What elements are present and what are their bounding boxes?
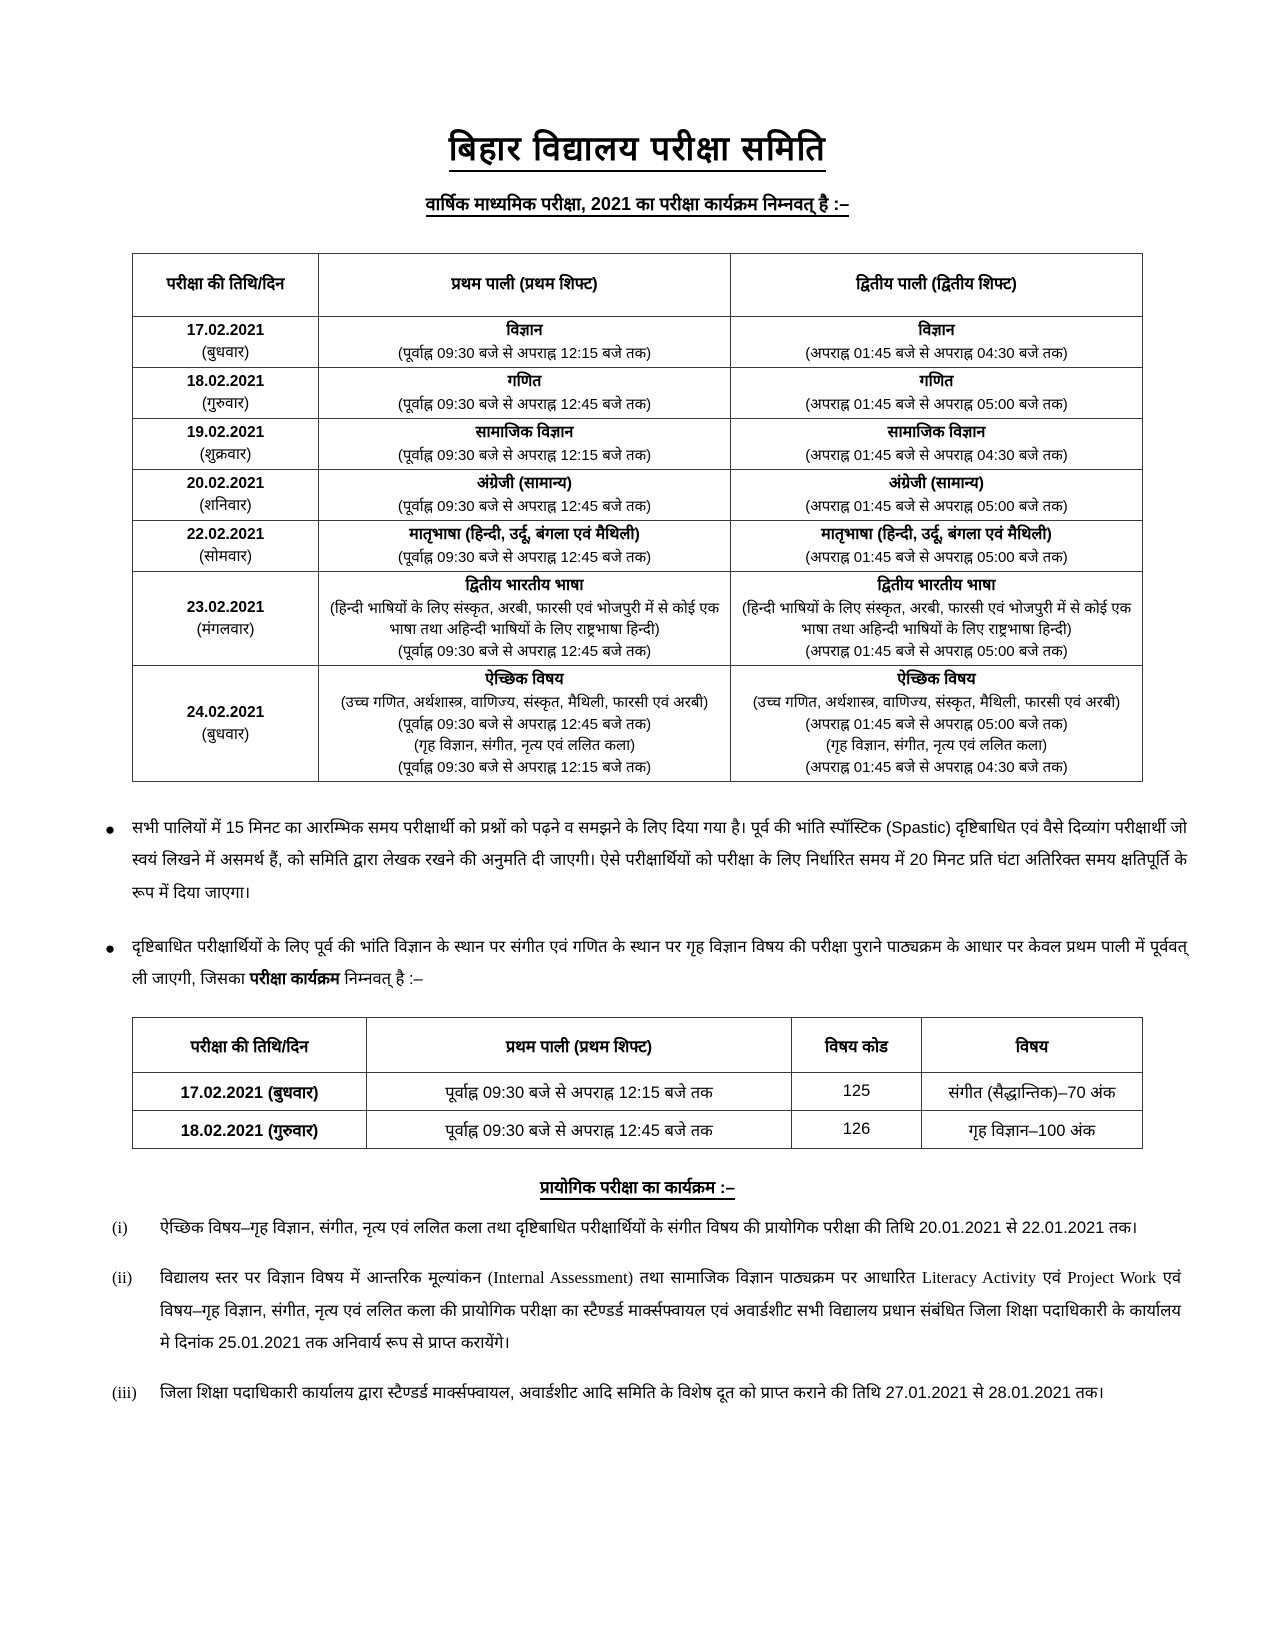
column-header-date: परीक्षा की तिथि/दिन xyxy=(133,1018,367,1073)
exam-time-secondary: (अपराह्न 01:45 बजे से अपराह्न 04:30 बजे तक) xyxy=(805,759,1068,776)
exam-date: 23.02.2021 xyxy=(186,598,265,616)
bullet-icon: ● xyxy=(104,938,116,958)
exam-time: (अपराह्न 01:45 बजे से अपराह्न 05:00 बजे तक) xyxy=(805,395,1068,413)
column-header-shift2: द्वितीय पाली (द्वितीय शिफ्ट) xyxy=(731,253,1143,316)
page-title-text: बिहार विद्यालय परीक्षा समिति xyxy=(449,130,827,172)
exam-day: (बुधवार) xyxy=(201,725,250,743)
note-item xyxy=(88,812,1187,909)
subject-name: मातृभाषा (हिन्दी, उर्दू, बंगला एवं मैथिली) xyxy=(409,525,640,543)
subject-name: मातृभाषा (हिन्दी, उर्दू, बंगला एवं मैथिली) xyxy=(821,525,1052,543)
exam-date: 24.02.2021 xyxy=(186,703,265,721)
blind-candidates-schedule-table xyxy=(132,1017,1143,1149)
subject-name: सामाजिक विज्ञान xyxy=(475,423,574,441)
exam-date: 22.02.2021 xyxy=(186,525,265,543)
cell-shift1 xyxy=(319,666,731,782)
list-item xyxy=(88,1377,1187,1409)
exam-time-secondary: (पूर्वाह्न 09:30 बजे से अपराह्न 12:15 बजे तक) xyxy=(397,759,652,776)
exam-day: (शुक्रवार) xyxy=(199,445,252,463)
page-subtitle-text: वार्षिक माध्यमिक परीक्षा, 2021 का परीक्षा कार्यक्रम निम्नवत् है :– xyxy=(426,194,850,217)
cell-shift1 xyxy=(319,520,731,571)
page-title xyxy=(88,0,1187,171)
cell-shift2 xyxy=(731,666,1143,782)
subject-name: अंग्रेजी (सामान्य) xyxy=(888,474,985,492)
table-header-row xyxy=(133,253,1143,316)
list-item-text xyxy=(160,1262,1187,1359)
exam-date: 19.02.2021 xyxy=(186,423,265,441)
cell-shift2 xyxy=(731,469,1143,520)
text-part2: तथा सामाजिक विज्ञान पाठ्यक्रम पर आधारित xyxy=(633,1269,922,1288)
cell-date xyxy=(133,316,319,367)
subject-detail: (उच्च गणित, अर्थशास्त्र, वाणिज्य, संस्कृत, मैथिली, फारसी एवं अरबी) xyxy=(752,694,1121,712)
notes-section xyxy=(88,812,1187,995)
cell-shift2 xyxy=(731,367,1143,418)
table-row xyxy=(133,418,1143,469)
exam-time: (अपराह्न 01:45 बजे से अपराह्न 05:00 बजे तक) xyxy=(805,548,1068,566)
subject-name: विज्ञान xyxy=(506,321,543,339)
exam-time: (पूर्वाह्न 09:30 बजे से अपराह्न 12:45 बजे तक) xyxy=(397,395,652,413)
subject-detail: (हिन्दी भाषियों के लिए संस्कृत, अरबी, फारसी एवं भोजपुरी में से कोई एक भाषा तथा अहिन्दी भाषियों के लिए राष्ट्रभाषा हिन्दी) xyxy=(741,599,1132,639)
note-text xyxy=(132,931,1187,995)
column-header-shift1: प्रथम पाली (प्रथम शिफ्ट) xyxy=(319,253,731,316)
column-header-subject: विषय xyxy=(922,1018,1143,1073)
exam-day: (सोमवार) xyxy=(198,547,253,565)
table-row xyxy=(133,316,1143,367)
column-header-shift1: प्रथम पाली (प्रथम शिफ्ट) xyxy=(367,1018,792,1073)
exam-time: (पूर्वाह्न 09:30 बजे से अपराह्न 12:45 बजे तक) xyxy=(397,548,652,566)
subject-name: अंग्रेजी (सामान्य) xyxy=(476,474,573,492)
exam-time: (अपराह्न 01:45 बजे से अपराह्न 04:30 बजे तक) xyxy=(805,446,1068,464)
text-part1: विद्यालय स्तर पर विज्ञान विषय में आन्तरिक मूल्यांकन xyxy=(160,1269,488,1288)
exam-date: 18.02.2021 xyxy=(186,372,265,390)
bullet-icon: ● xyxy=(104,820,116,840)
text-part3: एवं xyxy=(1036,1269,1068,1288)
cell-date xyxy=(133,571,319,666)
cell-date xyxy=(133,367,319,418)
page-subtitle xyxy=(88,171,1187,216)
text-part4: एवं विषय–गृह विज्ञान, संगीत, नृत्य एवं ललित कला की प्रायोगिक परीक्षा का स्टैण्डर्ड मार्क्सफ्वायल एवं अवार्डशीट सभी विद्यालय प्रधान संबंधित जिला शिक्षा पदाधिकारी के कार्यालय मे दिनांक 25.01.2021 तक अनिवार्य रूप से प्राप्त करायेंगे। xyxy=(160,1269,1181,1352)
exam-time: (अपराह्न 01:45 बजे से अपराह्न 05:00 बजे तक) xyxy=(805,715,1068,733)
cell-shift1 xyxy=(319,418,731,469)
cell-date: 17.02.2021 (बुधवार) xyxy=(133,1073,367,1111)
subject-detail-secondary: (गृह विज्ञान, संगीत, नृत्य एवं ललित कला) xyxy=(825,737,1048,755)
subject-detail-secondary: (गृह विज्ञान, संगीत, नृत्य एवं ललित कला) xyxy=(413,737,636,755)
cell-shift1: पूर्वाह्न 09:30 बजे से अपराह्न 12:15 बजे तक xyxy=(367,1073,792,1111)
exam-schedule-table xyxy=(132,253,1143,782)
cell-subject-code: 125 xyxy=(792,1073,922,1111)
cell-subject-code: 126 xyxy=(792,1111,922,1149)
exam-date: 17.02.2021 xyxy=(186,321,265,339)
exam-time: (पूर्वाह्न 09:30 बजे से अपराह्न 12:45 बजे तक) xyxy=(397,497,652,515)
cell-subject: संगीत (सैद्धान्तिक)–70 अंक xyxy=(922,1073,1143,1111)
exam-day: (गुरुवार) xyxy=(201,394,250,412)
exam-day: (बुधवार) xyxy=(201,343,250,361)
cell-shift2 xyxy=(731,418,1143,469)
subject-name: विज्ञान xyxy=(918,321,955,339)
column-header-subject-code: विषय कोड xyxy=(792,1018,922,1073)
subject-name: द्वितीय भारतीय भाषा xyxy=(465,576,584,594)
table-row xyxy=(133,666,1143,782)
cell-shift1 xyxy=(319,571,731,666)
cell-shift2 xyxy=(731,571,1143,666)
exam-date: 20.02.2021 xyxy=(186,474,265,492)
list-item xyxy=(88,1262,1187,1359)
practical-exam-heading xyxy=(88,1175,1187,1198)
exam-day: (मंगलवार) xyxy=(196,620,255,638)
note-text-part2: निम्नवत् है :– xyxy=(339,969,423,988)
exam-time: (अपराह्न 01:45 बजे से अपराह्न 05:00 बजे तक) xyxy=(805,497,1068,515)
subject-name: द्वितीय भारतीय भाषा xyxy=(877,576,996,594)
text-english-literacy-activity: Literacy Activity xyxy=(921,1268,1037,1288)
subject-name: सामाजिक विज्ञान xyxy=(887,423,986,441)
text-english-project-work: Project Work xyxy=(1067,1268,1157,1288)
subject-detail: (उच्च गणित, अर्थशास्त्र, वाणिज्य, संस्कृत, मैथिली, फारसी एवं अरबी) xyxy=(340,694,709,712)
list-item-number: (iii) xyxy=(112,1382,137,1402)
note-text-part1: दृष्टिबाधित परीक्षार्थियों के लिए पूर्व की भांति विज्ञान के स्थान पर संगीत एवं गणित के स्थान पर गृह विज्ञान विषय की परीक्षा पुराने पाठ्यक्रम के आधार पर केवल प्रथम पाली में पूर्ववत् ली जाएगी, जिसका xyxy=(132,937,1187,988)
cell-date xyxy=(133,520,319,571)
cell-date xyxy=(133,469,319,520)
table-header-row xyxy=(133,1018,1143,1073)
cell-shift2 xyxy=(731,316,1143,367)
list-item-number: (ii) xyxy=(112,1268,133,1288)
list-item-text: जिला शिक्षा पदाधिकारी कार्यालय द्वारा स्टैण्डर्ड मार्क्सफ्वायल, अवार्डशीट आदि समिति के विशेष दूत को प्राप्त कराने की तिथि 27.01.2021 से 28.01.2021 तक। xyxy=(160,1383,1104,1402)
list-item xyxy=(88,1212,1187,1244)
cell-date xyxy=(133,418,319,469)
cell-shift1 xyxy=(319,316,731,367)
cell-date xyxy=(133,666,319,782)
table-row xyxy=(133,1073,1143,1111)
exam-time: (पूर्वाह्न 09:30 बजे से अपराह्न 12:45 बजे तक) xyxy=(397,715,652,733)
table-row xyxy=(133,571,1143,666)
column-header-date: परीक्षा की तिथि/दिन xyxy=(133,253,319,316)
exam-time: (पूर्वाह्न 09:30 बजे से अपराह्न 12:15 बजे तक) xyxy=(397,446,652,464)
subject-name: गणित xyxy=(507,372,542,390)
subject-name: ऐच्छिक विषय xyxy=(485,671,564,689)
table-row xyxy=(133,469,1143,520)
list-item-number: (i) xyxy=(112,1218,128,1238)
table-row xyxy=(133,1111,1143,1149)
exam-time: (अपराह्न 01:45 बजे से अपराह्न 05:00 बजे तक) xyxy=(805,643,1068,661)
cell-shift1: पूर्वाह्न 09:30 बजे से अपराह्न 12:45 बजे तक xyxy=(367,1111,792,1149)
practical-exam-heading-text: प्रायोगिक परीक्षा का कार्यक्रम :– xyxy=(540,1178,735,1200)
cell-date: 18.02.2021 (गुरुवार) xyxy=(133,1111,367,1149)
note-item xyxy=(88,931,1187,995)
table-row xyxy=(133,520,1143,571)
note-text-emphasis: परीक्षा कार्यक्रम xyxy=(249,969,340,988)
text-english-internal-assessment: (Internal Assessment) xyxy=(487,1268,634,1288)
cell-shift1 xyxy=(319,469,731,520)
cell-subject: गृह विज्ञान–100 अंक xyxy=(922,1111,1143,1149)
exam-time: (पूर्वाह्न 09:30 बजे से अपराह्न 12:45 बजे तक) xyxy=(397,643,652,661)
subject-name: ऐच्छिक विषय xyxy=(897,671,976,689)
table-row xyxy=(133,367,1143,418)
exam-day: (शनिवार) xyxy=(199,496,252,514)
subject-detail: (हिन्दी भाषियों के लिए संस्कृत, अरबी, फारसी एवं भोजपुरी में से कोई एक भाषा तथा अहिन्दी भाषियों के लिए राष्ट्रभाषा हिन्दी) xyxy=(329,599,720,639)
cell-shift2 xyxy=(731,520,1143,571)
exam-time: (अपराह्न 01:45 बजे से अपराह्न 04:30 बजे तक) xyxy=(805,344,1068,362)
practical-exam-list xyxy=(88,1212,1187,1409)
note-text: सभी पालियों में 15 मिनट का आरम्भिक समय परीक्षार्थी को प्रश्नों को पढ़ने व समझने के लिए दिया गया है। पूर्व की भांति स्पॉस्टिक (Spastic) दृष्टिबाधित एवं वैसे दिव्यांग परीक्षार्थी जो स्वयं लिखने में असमर्थ हैं, को समिति द्वारा लेखक रखने की अनुमति दी जाएगी। ऐसे परीक्षार्थियों को परीक्षा के लिए निर्धारित समय में 20 मिनट प्रति घंटा अतिरिक्त समय क्षतिपूर्ति के रूप में दिया जाएगा। xyxy=(132,819,1187,902)
exam-time: (पूर्वाह्न 09:30 बजे से अपराह्न 12:15 बजे तक) xyxy=(397,344,652,362)
cell-shift1 xyxy=(319,367,731,418)
subject-name: गणित xyxy=(919,372,954,390)
list-item-text: ऐच्छिक विषय–गृह विज्ञान, संगीत, नृत्य एवं ललित कला तथा दृष्टिबाधित परीक्षार्थियों के संगीत विषय की प्रायोगिक परीक्षा की तिथि 20.01.2021 से 22.01.2021 तक। xyxy=(160,1219,1138,1238)
